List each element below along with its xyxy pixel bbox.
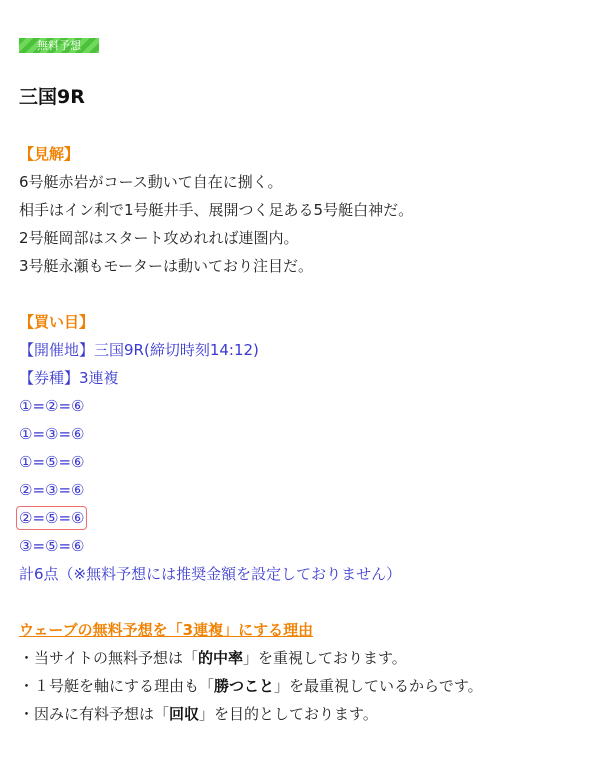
opinion-line: 2号艇岡部はスタート攻めれれば連圏内。 [19, 229, 299, 247]
reason-line: ・１号艇を軸にする理由も「勝つこと」を最重視しているからです。 [19, 677, 483, 695]
reason-keyword: 的中率 [197, 649, 243, 667]
reason-header: ウェーブの無料予想を「3連複」にする理由 [19, 621, 314, 639]
ticket-type-line: 【券種】3連複 [19, 369, 119, 387]
combo-item: ①=③=⑥ [19, 425, 85, 443]
total-line: 計6点（※無料予想には推奨金額を設定しておりません） [19, 565, 402, 583]
reason-keyword: 回収 [169, 705, 200, 723]
opinion-header: 【見解】 [19, 145, 80, 163]
opinion-line: 6号艇赤岩がコース動いて自在に捌く。 [19, 173, 283, 191]
combo-item: ③=⑤=⑥ [19, 537, 85, 555]
race-title: 三国9R [19, 86, 85, 108]
reason-line: ・因みに有料予想は「回収」を目的としております。 [19, 705, 378, 723]
venue-line: 【開催地】三国9R(締切時刻14:12) [19, 341, 259, 359]
combo-item-highlighted [19, 507, 84, 529]
free-prediction-badge: 無料予想 [19, 38, 99, 53]
combo-item: ②=③=⑥ [19, 481, 85, 499]
combo-item: ①=⑤=⑥ [19, 453, 85, 471]
reason-keyword: 勝つこと [214, 677, 275, 695]
opinion-line: 3号艇永瀬もモーターは動いており注目だ。 [19, 257, 313, 275]
opinion-line: 相手はイン利で1号艇井手、展開つく足ある5号艇白神だ。 [19, 201, 414, 219]
reason-line: ・当サイトの無料予想は「的中率」を重視しております。 [19, 649, 407, 667]
highlight-frame: ②=⑤=⑥ [19, 509, 85, 527]
combo-item: ①=②=⑥ [19, 397, 85, 415]
bet-header: 【買い目】 [19, 313, 95, 331]
